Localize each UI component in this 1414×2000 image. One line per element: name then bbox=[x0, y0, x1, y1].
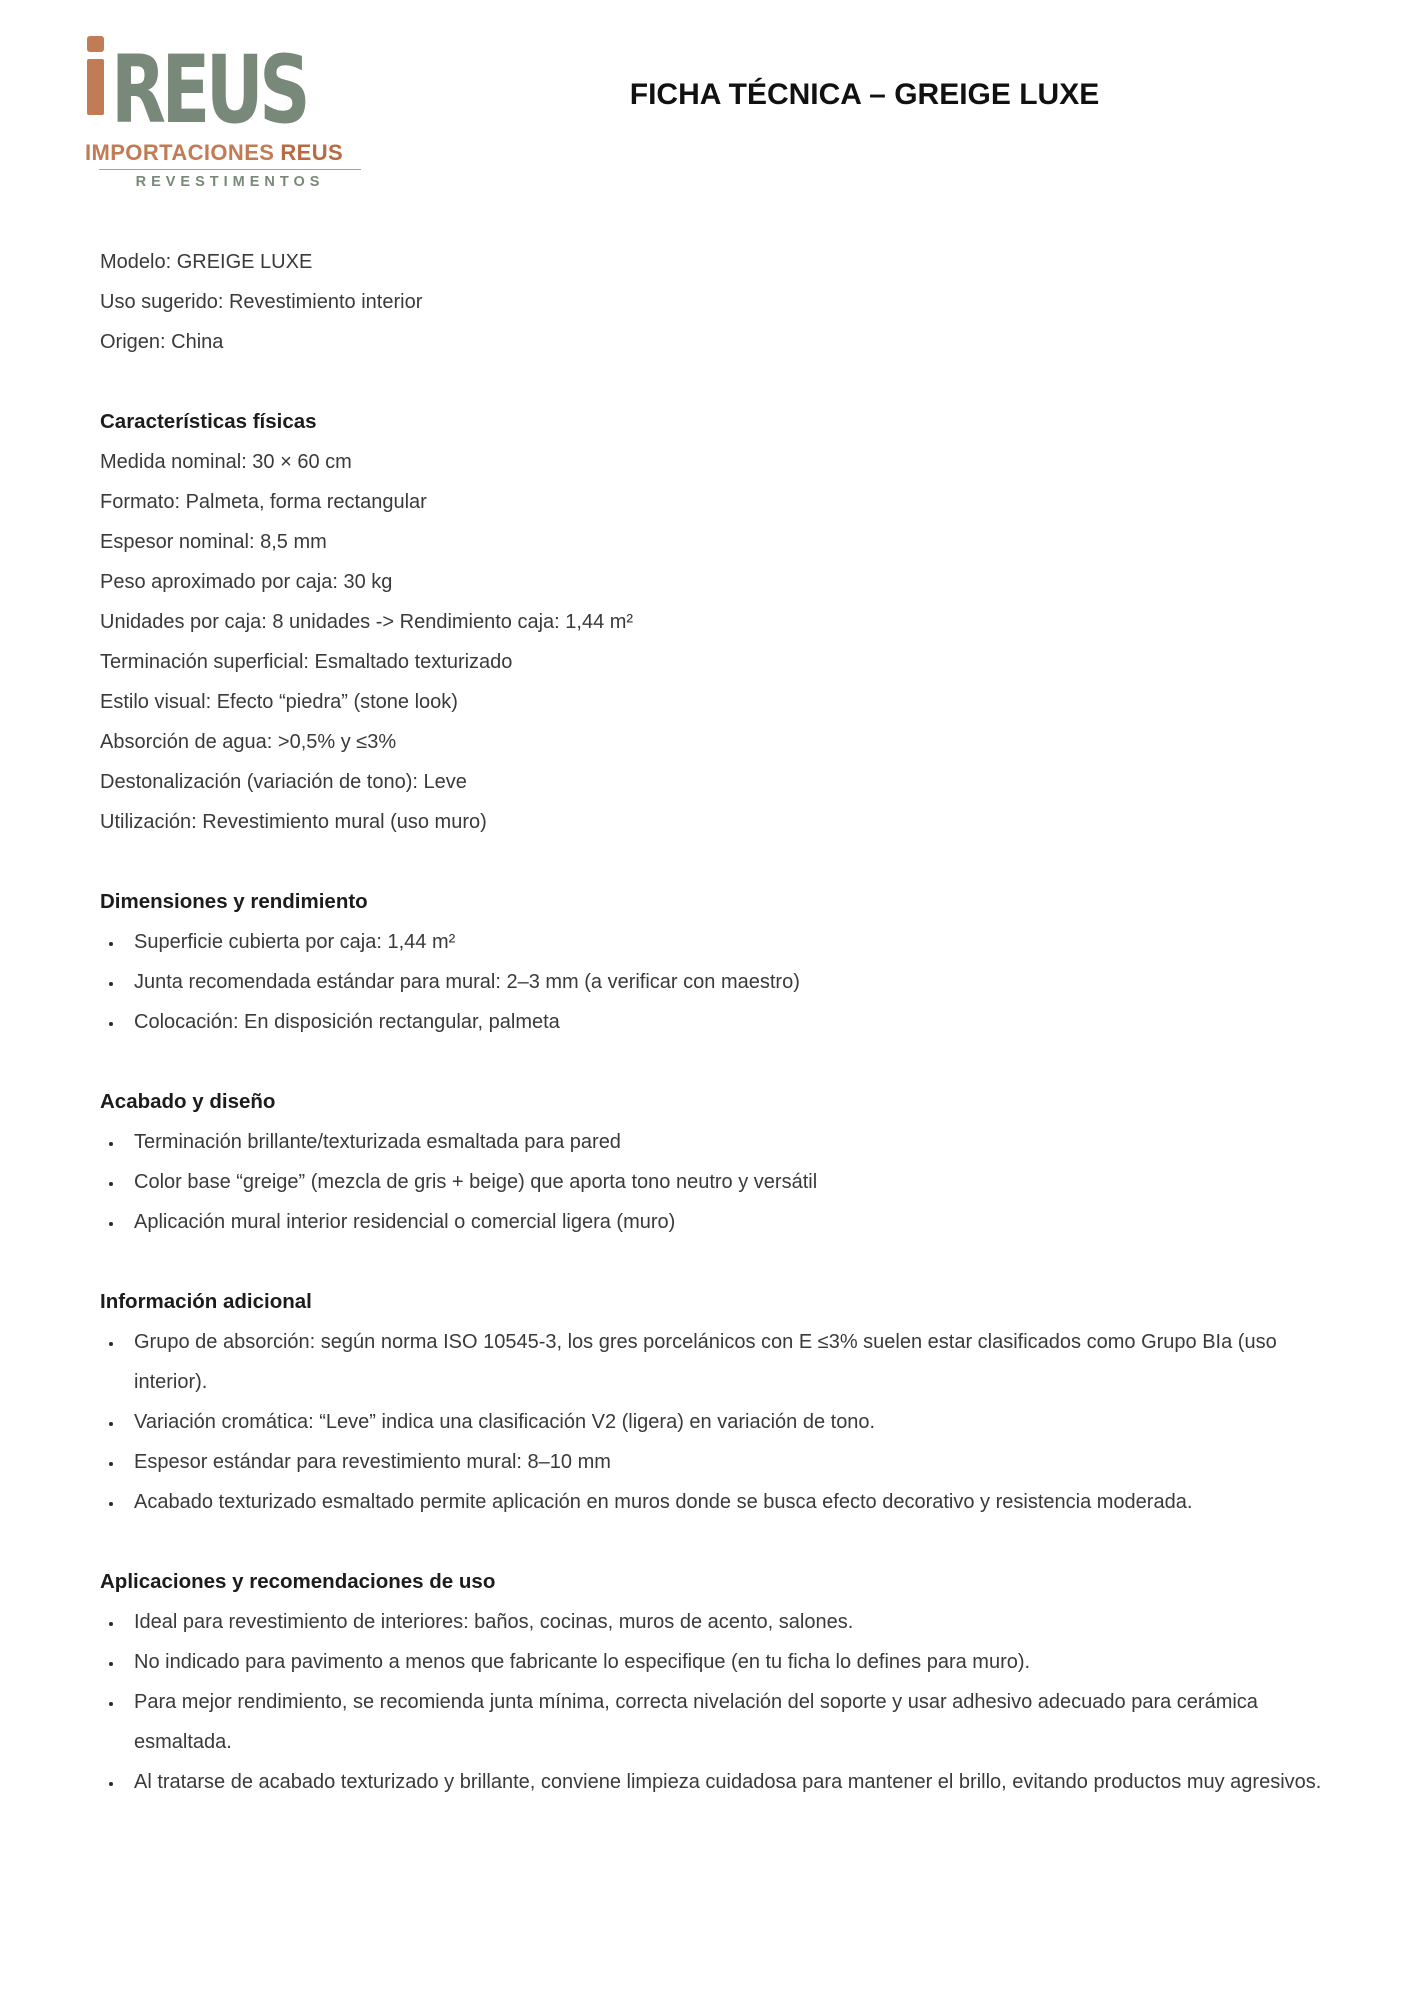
logo-wordmark: REUS bbox=[111, 36, 307, 146]
bullet-item: • Al tratarse de acabado texturizado y brillante, conviene limpieza cuidadosa para mantener el brillo, evitando productos muy agresivos. bbox=[124, 1762, 1349, 1802]
section-caracteristicas-fisicas bbox=[100, 402, 1349, 842]
logo-letter-i-icon bbox=[87, 36, 104, 115]
section-heading: Acabado y diseño bbox=[100, 1090, 276, 1113]
section-heading: Aplicaciones y recomendaciones de uso bbox=[100, 1570, 496, 1593]
bullet-item: • Colocación: En disposición rectangular, palmeta bbox=[124, 1002, 1349, 1042]
section-aplicaciones-recomendaciones bbox=[100, 1562, 1349, 1802]
bullet-item: • Espesor estándar para revestimiento mural: 8–10 mm bbox=[124, 1442, 1349, 1482]
logo-i-bar bbox=[87, 59, 104, 115]
spec-line: Absorción de agua: >0,5% y ≤3% bbox=[100, 731, 397, 753]
bullet-item: • No indicado para pavimento a menos que fabricante lo especifique (en tu ficha lo defines para muro). bbox=[124, 1642, 1349, 1682]
logo-divider bbox=[99, 169, 361, 170]
section-acabado-diseno bbox=[100, 1082, 1349, 1242]
spec-line: Espesor nominal: 8,5 mm bbox=[100, 531, 327, 553]
bullet-list bbox=[100, 1122, 1349, 1242]
logo-subtitle-reus: REUS bbox=[280, 140, 344, 165]
spec-line: Medida nominal: 30 × 60 cm bbox=[100, 451, 352, 473]
bullet-list bbox=[100, 922, 1349, 1042]
spec-line: Destonalización (variación de tono): Leve bbox=[100, 771, 467, 793]
bullet-item: • Grupo de absorción: según norma ISO 10545-3, los gres porcelánicos con E ≤3% suelen estar clasificados como Grupo BIa (uso interior). bbox=[124, 1322, 1349, 1402]
bullet-item: • Para mejor rendimiento, se recomienda junta mínima, correcta nivelación del soporte y usar adhesivo adecuado para cerámica esmaltada. bbox=[124, 1682, 1349, 1762]
bullet-item: • Junta recomendada estándar para mural: 2–3 mm (a verificar con maestro) bbox=[124, 962, 1349, 1002]
document-body bbox=[0, 242, 1414, 1842]
section-dimensiones-rendimiento bbox=[100, 882, 1349, 1042]
spec-line: Terminación superficial: Esmaltado texturizado bbox=[100, 651, 513, 673]
bullet-item: • Superficie cubierta por caja: 1,44 m² bbox=[124, 922, 1349, 962]
intro-line-uso: Uso sugerido: Revestimiento interior bbox=[100, 291, 423, 313]
company-logo bbox=[85, 36, 385, 190]
bullet-item: • Variación cromática: “Leve” indica una clasificación V2 (ligera) en variación de tono. bbox=[124, 1402, 1349, 1442]
section-heading: Características físicas bbox=[100, 410, 317, 433]
bullet-list bbox=[100, 1322, 1349, 1522]
spec-line: Formato: Palmeta, forma rectangular bbox=[100, 491, 427, 513]
intro-line-origen: Origen: China bbox=[100, 331, 224, 353]
spec-line: Estilo visual: Efecto “piedra” (stone look) bbox=[100, 691, 458, 713]
section-informacion-adicional bbox=[100, 1282, 1349, 1522]
page-header bbox=[0, 0, 1414, 190]
spec-line: Unidades por caja: 8 unidades -> Rendimiento caja: 1,44 m² bbox=[100, 611, 634, 633]
bullet-list bbox=[100, 1602, 1349, 1802]
intro-block bbox=[100, 242, 1349, 362]
spec-line: Utilización: Revestimiento mural (uso muro) bbox=[100, 811, 487, 833]
bullet-item: • Terminación brillante/texturizada esmaltada para pared bbox=[124, 1122, 1349, 1162]
bullet-item: • Aplicación mural interior residencial o comercial ligera (muro) bbox=[124, 1202, 1349, 1242]
bullet-item: • Ideal para revestimiento de interiores: baños, cocinas, muros de acento, salones. bbox=[124, 1602, 1349, 1642]
document-title: FICHA TÉCNICA – GREIGE LUXE bbox=[629, 78, 1100, 111]
section-heading: Dimensiones y rendimiento bbox=[100, 890, 368, 913]
intro-line-modelo: Modelo: GREIGE LUXE bbox=[100, 251, 313, 273]
section-heading: Información adicional bbox=[100, 1290, 312, 1313]
bullet-item: • Acabado texturizado esmaltado permite aplicación en muros donde se busca efecto decorativo y resistencia moderada. bbox=[124, 1482, 1349, 1522]
logo-subtitle-importaciones: IMPORTACIONES bbox=[85, 140, 275, 165]
spec-line: Peso aproximado por caja: 30 kg bbox=[100, 571, 393, 593]
logo-i-dot bbox=[87, 36, 104, 52]
logo-tagline: REVESTIMENTOS bbox=[135, 174, 325, 190]
logo-mark bbox=[87, 36, 385, 146]
document-title-container bbox=[385, 78, 1354, 112]
bullet-item: • Color base “greige” (mezcla de gris + beige) que aporta tono neutro y versátil bbox=[124, 1162, 1349, 1202]
